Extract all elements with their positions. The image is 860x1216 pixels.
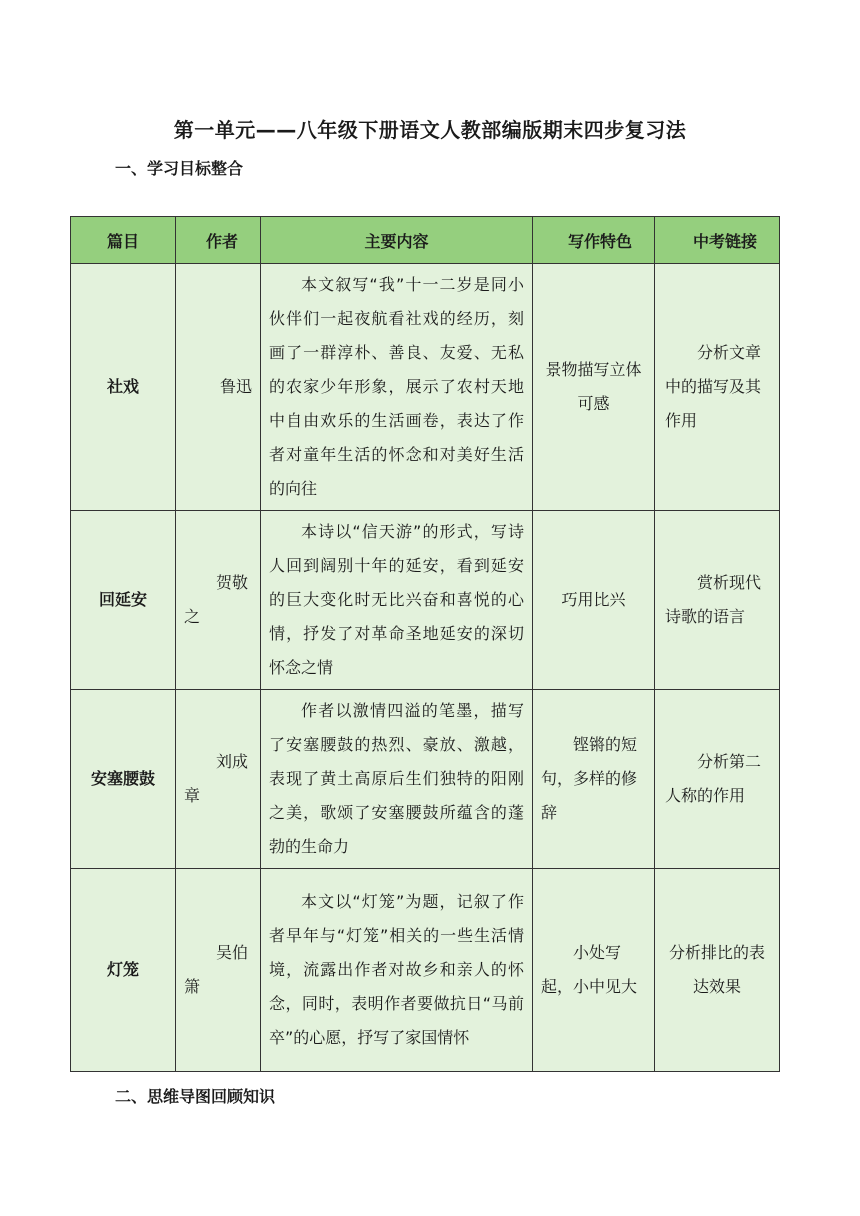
cell-feature: 铿锵的短句，多样的修辞 [533,690,655,869]
cell-feature: 巧用比兴 [533,511,655,690]
cell-author: 鲁迅 [176,264,261,511]
table-row [71,264,780,511]
table-header-row [71,217,780,264]
cell-feature: 小处写起，小中见大 [533,869,655,1072]
header-link: 中考链接 [655,217,780,264]
table-row [71,869,780,1072]
cell-link: 分析第二人称的作用 [655,690,780,869]
header-feature: 写作特色 [533,217,655,264]
section-heading-goals: 一、学习目标整合 [115,159,244,178]
cell-content: 本诗以“信天游”的形式，写诗人回到阔别十年的延安，看到延安的巨大变化时无比兴奋和喜悦的心情，抒发了对革命圣地延安的深切怀念之情 [261,511,533,690]
page-title: 第一单元——八年级下册语文人教部编版期末四步复习法 [173,118,687,142]
cell-content: 作者以激情四溢的笔墨，描写了安塞腰鼓的热烈、豪放、激越，表现了黄土高原后生们独特的阳刚之美，歌颂了安塞腰鼓所蕴含的蓬勃的生命力 [261,690,533,869]
table-row [71,511,780,690]
cell-title: 安塞腰鼓 [71,690,176,869]
cell-feature: 景物描写立体可感 [533,264,655,511]
cell-content: 本文以“灯笼”为题，记叙了作者早年与“灯笼”相关的一些生活情境，流露出作者对故乡和亲人的怀念，同时，表明作者要做抗日“马前卒”的心愿，抒写了家国情怀 [261,869,533,1072]
cell-author: 刘成章 [176,690,261,869]
section-heading-mindmap: 二、思维导图回顾知识 [115,1087,276,1106]
cell-title: 社戏 [71,264,176,511]
cell-author: 吴伯箫 [176,869,261,1072]
table-row [71,690,780,869]
cell-author: 贺敬之 [176,511,261,690]
cell-link: 分析排比的表达效果 [655,869,780,1072]
cell-title: 回延安 [71,511,176,690]
cell-title: 灯笼 [71,869,176,1072]
cell-content: 本文叙写“我”十一二岁是同小伙伴们一起夜航看社戏的经历，刻画了一群淳朴、善良、友爱、无私的农家少年形象，展示了农村天地中自由欢乐的生活画卷，表达了作者对童年生活的怀念和对美好生活的向往 [261,264,533,511]
cell-link: 分析文章中的描写及其作用 [655,264,780,511]
header-content: 主要内容 [261,217,533,264]
study-goals-table [70,216,780,1072]
cell-link: 赏析现代诗歌的语言 [655,511,780,690]
header-author: 作者 [176,217,261,264]
header-title: 篇目 [71,217,176,264]
